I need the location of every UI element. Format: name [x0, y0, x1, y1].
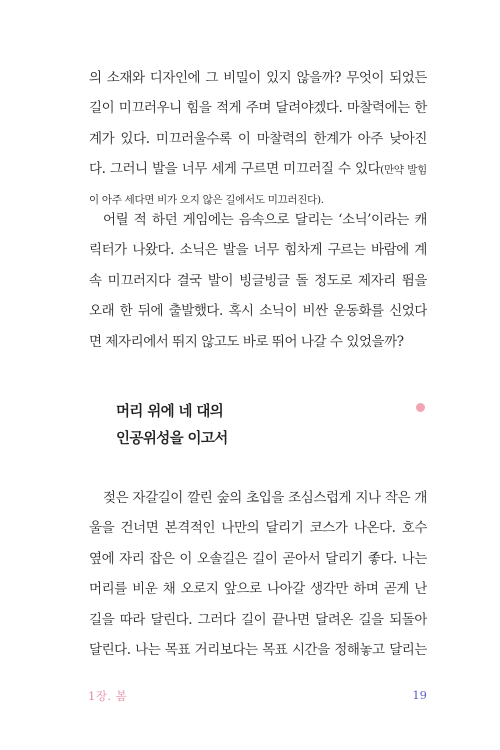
text-line: 길이 미끄러우니 힘을 적게 주며 달려야겠다. 마찰력에는 한 — [89, 100, 427, 117]
section-marker-dot — [416, 403, 425, 412]
section-heading-line: 머리 위에 네 대의 — [116, 404, 224, 420]
paragraph-friction — [89, 63, 427, 215]
text-line — [89, 154, 427, 184]
section-heading — [116, 399, 228, 453]
parenthetical-note: (만약 발힘 — [380, 164, 427, 177]
text-line: 어릴 적 하던 게임에는 음속으로 달리는 ‘소닉’이라는 캐 — [103, 212, 427, 228]
text-line: 젖은 자갈길이 깔린 숲의 초입을 조심스럽게 지나 작은 개 — [103, 490, 427, 506]
text-line: 울을 건너면 본격적인 나만의 달리기 코스가 나온다. 호수 — [89, 520, 427, 537]
text-line: 면 제자리에서 뛰지 않고도 바로 뛰어 나갈 수 있었을까? — [89, 333, 404, 350]
section-heading-line: 인공위성을 이고서 — [116, 431, 228, 447]
text-line: 옆에 자리 잡은 이 오솔길은 길이 곧아서 달리기 좋다. 나는 — [89, 550, 427, 567]
text-line: 오래 한 뒤에 출발했다. 혹시 소닉이 비싼 운동화를 신었다 — [89, 303, 427, 320]
text-line: 달린다. 나는 목표 거리보다는 목표 시간을 정해놓고 달리는 — [89, 641, 427, 658]
text-line: 계가 있다. 미끄러울수록 이 마찰력의 한계가 아주 낮아진 — [89, 130, 427, 147]
text-line: 릭터가 나왔다. 소닉은 발을 너무 힘차게 구르는 바람에 계 — [89, 242, 427, 259]
text-line: 머리를 비운 채 오로지 앞으로 나아갈 생각만 하며 곧게 난 — [89, 581, 427, 598]
text-line: 의 소재와 디자인에 그 비밀이 있지 않을까? 무엇이 되었든 — [89, 70, 427, 86]
paragraph-sonic — [89, 205, 427, 357]
parenthetical-note-continued: 이 아주 세다면 비가 오지 않은 길에서도 미끄러진다). — [89, 193, 324, 206]
chapter-label: 1장. 봄 — [88, 689, 128, 703]
paragraph-running-course — [89, 483, 427, 665]
text-line: 속 미끄러지다 결국 발이 빙글빙글 돌 정도로 제자리 뜀을 — [89, 272, 427, 289]
text-line-main: 다. 그러니 발을 너무 세게 구르면 미끄러질 수 있다 — [89, 161, 381, 178]
text-line: 길을 따라 달린다. 그러다 길이 끝나면 달려온 길을 되돌아 — [89, 611, 427, 628]
page-number: 19 — [412, 688, 427, 702]
